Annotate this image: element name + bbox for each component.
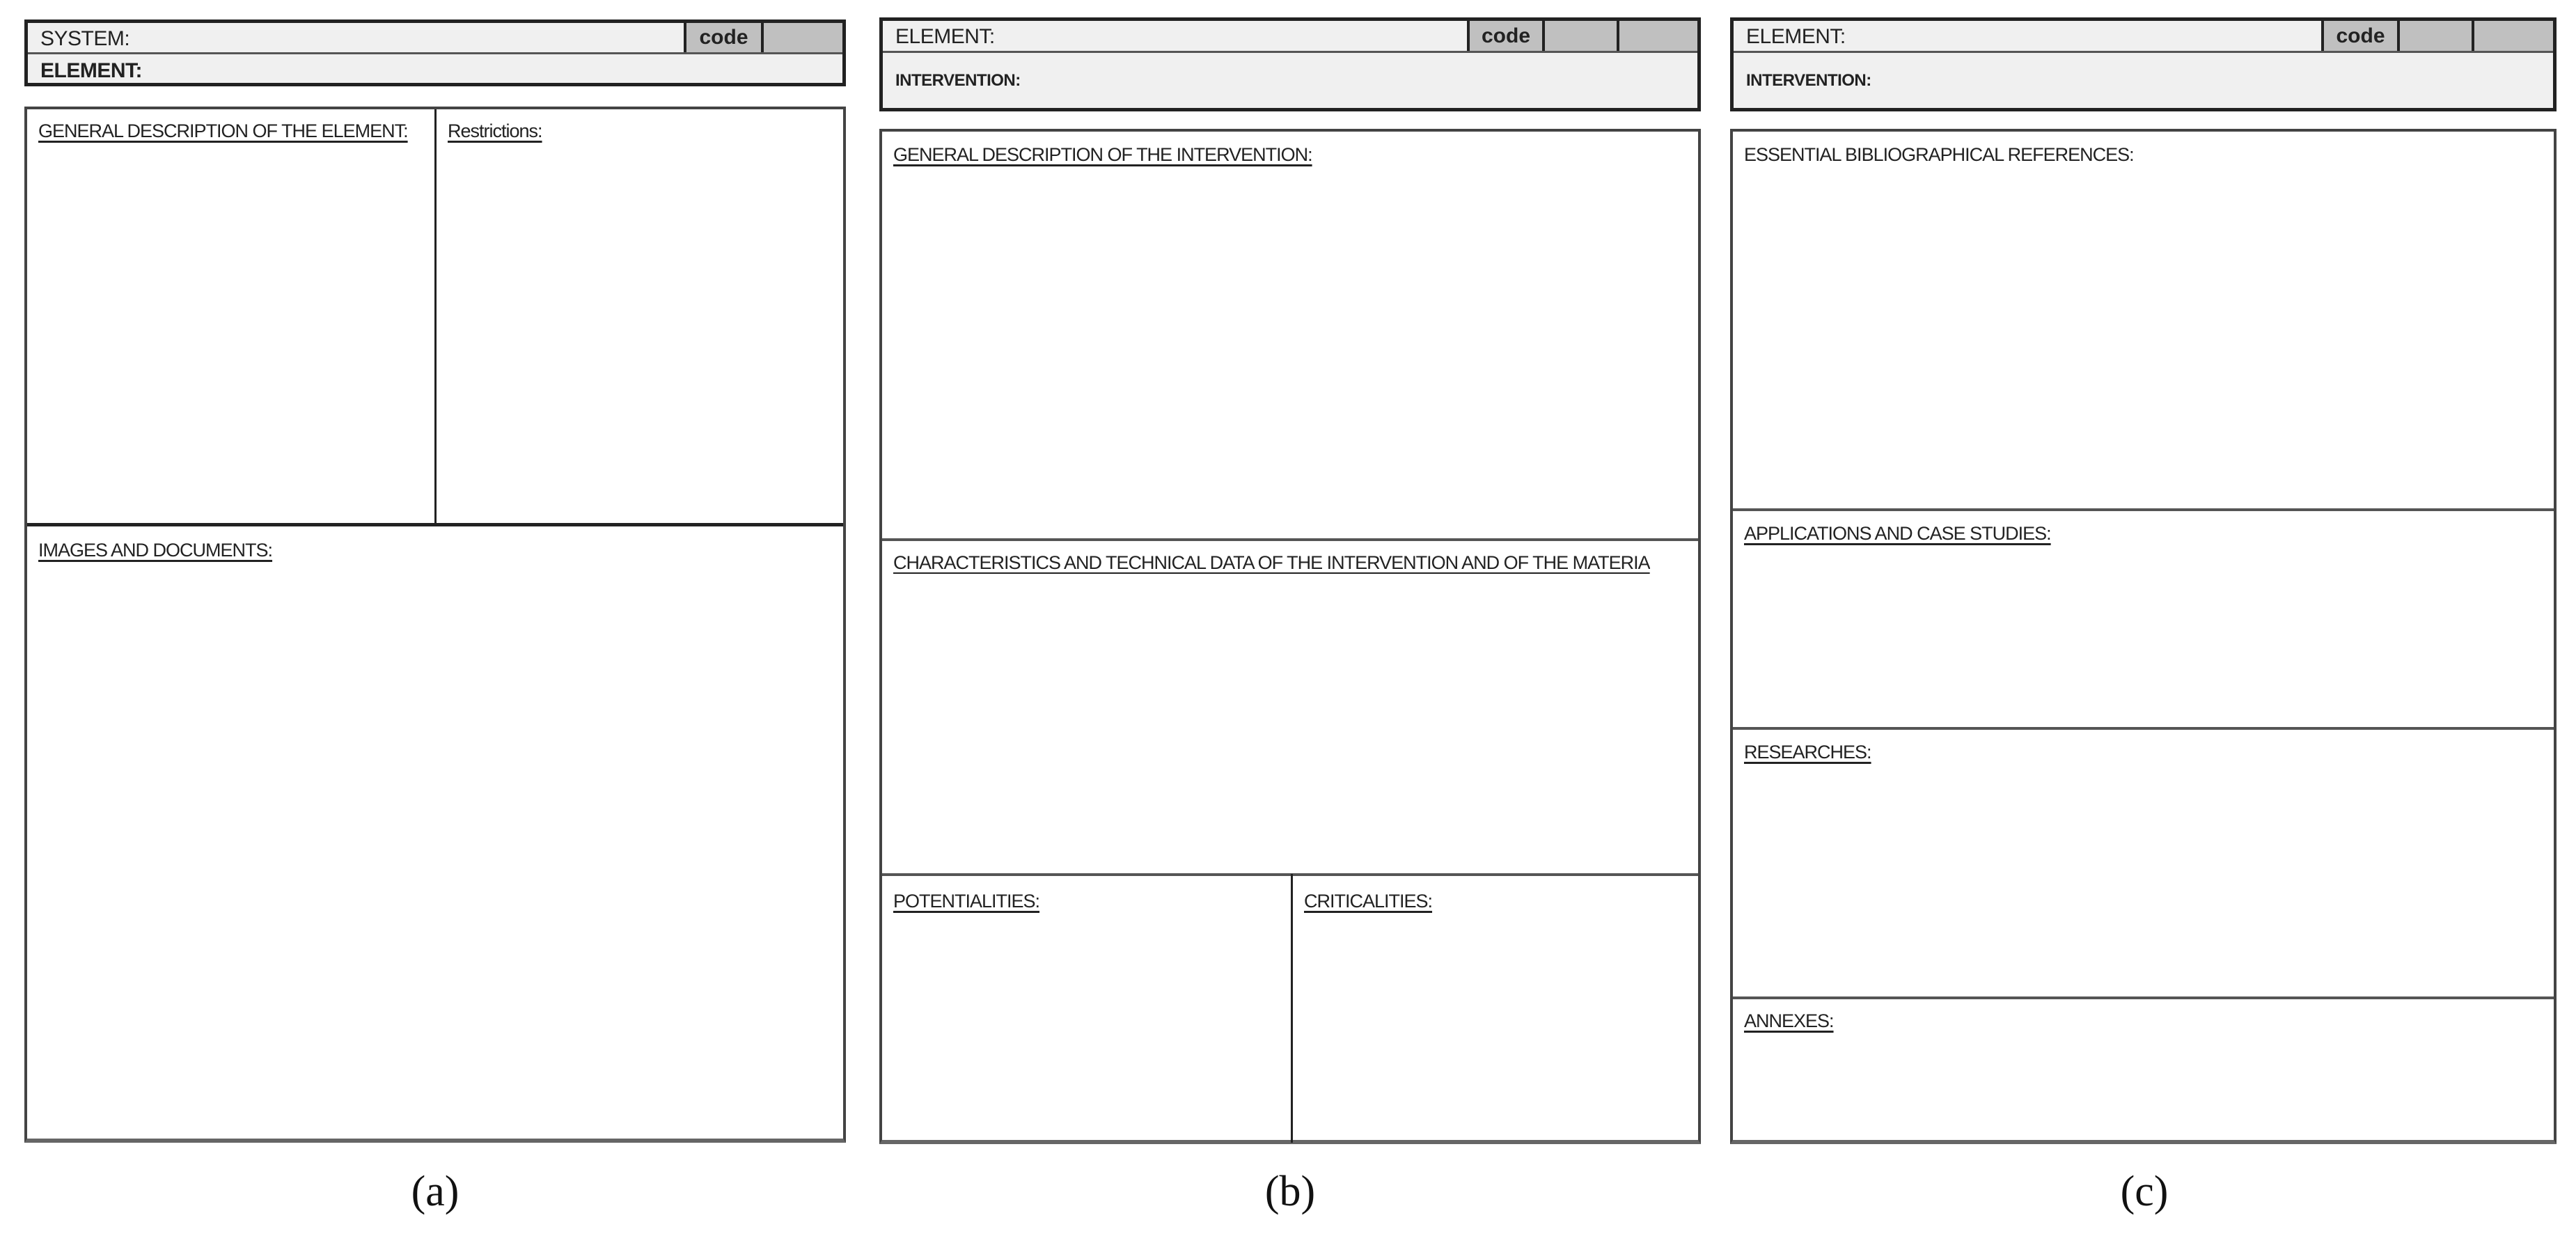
panel-a-element-row [28, 54, 842, 86]
criticalities-title: CRITICALITIES: [1304, 891, 1433, 912]
researches-title: RESEARCHES: [1744, 742, 1871, 763]
panel-b-divider-2 [882, 873, 1698, 876]
general-description-intervention-title: GENERAL DESCRIPTION OF THE INTERVENTION: [893, 144, 1312, 165]
restrictions-title: Restrictions: [448, 120, 542, 141]
panel-b-divider-1 [882, 538, 1698, 541]
system-label: SYSTEM: [40, 27, 130, 50]
panel-a-content [24, 107, 846, 1143]
panel-c-divider-3 [1733, 996, 2554, 999]
general-description-element-title: GENERAL DESCRIPTION OF THE ELEMENT: [38, 120, 408, 141]
intervention-label: INTERVENTION: [895, 71, 1021, 90]
code-label-cell: code [684, 23, 761, 52]
code-label-cell: code [2321, 21, 2397, 51]
element-label: ELEMENT: [40, 59, 142, 82]
panel-a-vertical-divider [434, 109, 437, 524]
code-value-field-2[interactable] [1617, 21, 1697, 51]
panel-c-divider-1 [1733, 508, 2554, 511]
element-label: ELEMENT: [895, 25, 995, 48]
code-label-cell: code [1467, 21, 1542, 51]
panel-b-content [879, 129, 1701, 1144]
caption-a: (a) [411, 1168, 460, 1215]
characteristics-title: CHARACTERISTICS AND TECHNICAL DATA OF THE INTERVENTION AND OF THE MATERIA [893, 552, 1650, 573]
intervention-label: INTERVENTION: [1746, 71, 1871, 90]
panel-c-element-row [1734, 21, 2553, 53]
panel-b-element-row [883, 21, 1697, 53]
panel-c-divider-2 [1733, 727, 2554, 730]
bibliography-title: ESSENTIAL BIBLIOGRAPHICAL REFERENCES: [1744, 144, 2134, 165]
panel-a-horizontal-divider [27, 523, 843, 526]
panel-a-system-row [28, 23, 842, 54]
annexes-title: ANNEXES: [1744, 1010, 1834, 1031]
panel-b-header [879, 17, 1701, 111]
panel-c-intervention-row [1734, 53, 2553, 111]
code-value-field-1[interactable] [2397, 21, 2472, 51]
code-value-field-1[interactable] [1542, 21, 1617, 51]
panel-c-header [1730, 17, 2557, 111]
element-label: ELEMENT: [1746, 25, 1846, 48]
panel-b-vertical-divider [1291, 874, 1293, 1143]
panel-a-header [24, 19, 846, 86]
caption-c: (c) [2120, 1168, 2169, 1215]
caption-b: (b) [1264, 1168, 1316, 1215]
panel-c-content [1730, 129, 2557, 1144]
code-value-field-2[interactable] [2472, 21, 2553, 51]
potentialities-title: POTENTIALITIES: [893, 891, 1040, 912]
code-value-field[interactable] [761, 23, 842, 52]
panel-b-intervention-row [883, 53, 1697, 111]
applications-title: APPLICATIONS AND CASE STUDIES: [1744, 523, 2051, 544]
images-documents-title: IMAGES AND DOCUMENTS: [38, 540, 273, 561]
